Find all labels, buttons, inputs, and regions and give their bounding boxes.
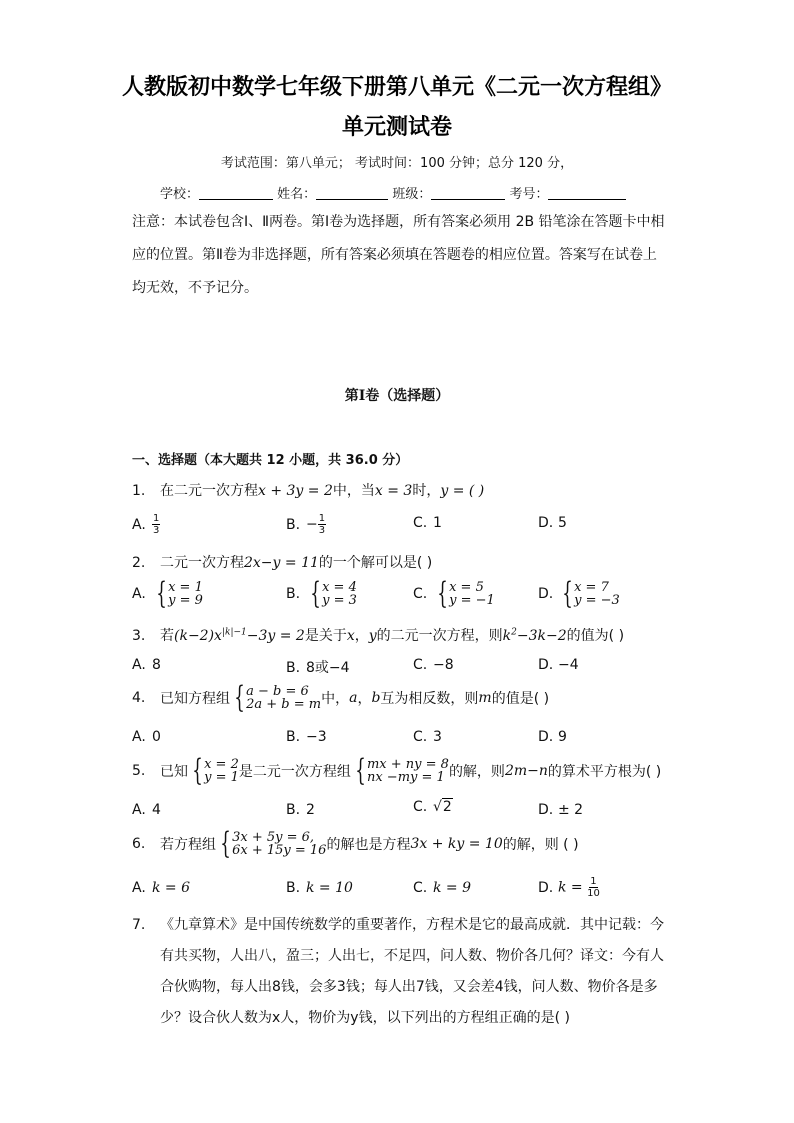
exam-no-label: 考号： [509,187,549,202]
q2-option-d[interactable]: D. { x = 7 y = −3 [538,576,620,611]
part-title: 一、选择题（本大题共 12 小题，共 36.0 分） [132,453,409,468]
q2-option-b[interactable]: B. { x = 4 y = 3 [286,576,357,611]
section-title: 第Ⅰ卷（选择题） [344,388,450,404]
q1-option-b[interactable]: B. − $\frac{1}{3}$ [286,513,326,536]
info-fields [160,183,626,202]
school-label: 学校： [160,187,200,202]
q3-option-a[interactable]: A. 8 [132,657,161,673]
q3-option-b[interactable]: B. 8或−4 [286,660,350,676]
question-4: 4. 已知方程组 { a − b = 6 2a + b = m 中，a，b互为相反数，则m的值是( ) [132,680,550,715]
q6-option-a[interactable]: A. k = 6 [132,880,191,896]
question-7-number: 7. [132,917,146,933]
q5-option-d[interactable]: D. ± 2 [538,802,584,818]
q6-option-b[interactable]: B. k = 10 [286,880,353,896]
q5-option-b[interactable]: B. 2 [286,802,315,818]
question-6: 6. 若方程组 { 3x + 5y = 6, 6x + 15y = 16 的解也是方程3x + ky = 10的解，则 ( ) [132,826,579,861]
question-5: 5. 已知 { x = 2 y = 1 是二元一次方程组 { mx + ny = 8 nx −my = 1 的解，则2m−n的算术平方根为( ) [132,753,662,788]
name-label: 姓名： [277,187,317,202]
name-blank[interactable] [316,199,388,200]
school-blank[interactable] [199,199,273,200]
exam-no-blank[interactable] [548,199,626,200]
q2-option-a[interactable]: A. { x = 1 y = 9 [132,576,203,611]
q4-option-b[interactable]: B. −3 [286,729,327,745]
q1-option-a[interactable]: A. $\frac{1}{3}$ [132,513,160,536]
q4-option-c[interactable]: C. 3 [413,729,442,745]
question-7-text: 《九章算术》是中国传统数学的重要著作，方程术是它的最高成就．其中记载：今有共买物，人出八，盈三；人出七，不足四，问人数、物价各几何？译文：今有人合伙购物，每人出8钱，会多3钱；每人出7钱，又会差4钱，问人数、物价各是多少？设合伙人数为x人，物价为y钱，以下列出的方程组正确的是( ) [160,917,664,1026]
q5-option-a[interactable]: A. 4 [132,802,161,818]
exam-title-line2: 单元测试卷 [341,114,452,140]
q3-option-d[interactable]: D. −4 [538,657,579,673]
sqrt-icon: √ [433,799,442,815]
exam-title-line1: 人教版初中数学七年级下册第八单元《二元一次方程组》 [121,74,672,100]
question-2: 2. 二元一次方程2x−y = 11的一个解可以是( ) [132,555,433,571]
q1-option-d[interactable]: D. 5 [538,515,567,531]
class-blank[interactable] [431,199,505,200]
q6-option-c[interactable]: C. k = 9 [413,880,472,896]
class-label: 班级： [392,187,432,202]
q4-option-a[interactable]: A. 0 [132,729,161,745]
q5-option-c[interactable]: C. √2 [413,799,452,815]
exam-info: 考试范围：第八单元； 考试时间：100 分钟；总分 120 分， [220,156,574,171]
q6-option-d[interactable]: D. k = $\frac{1}{10}$ [538,876,600,899]
question-1: 1. 在二元一次方程x + 3y = 2中，当x = 3时，y = ( ) [132,483,485,499]
q3-option-c[interactable]: C. −8 [413,657,454,673]
q2-option-c[interactable]: C. { x = 5 y = −1 [413,576,495,611]
q4-option-d[interactable]: D. 9 [538,729,567,745]
notice-paragraph: 注意：本试卷包含Ⅰ、Ⅱ两卷。第Ⅰ卷为选择题，所有答案必须用 2B 铅笔涂在答题卡中相应的位置。第Ⅱ卷为非选择题，所有答案必须填在答题卷的相应位置。答案写在试卷上均无效，不予记分。 [132,214,665,296]
question-3: 3. 若$(k-2)x^{|k|-1}-3y = 2$是关于x，y的二元一次方程，则$k^2-3k-2$的值为( ) [132,627,625,644]
q1-option-c[interactable]: C. 1 [413,515,442,531]
